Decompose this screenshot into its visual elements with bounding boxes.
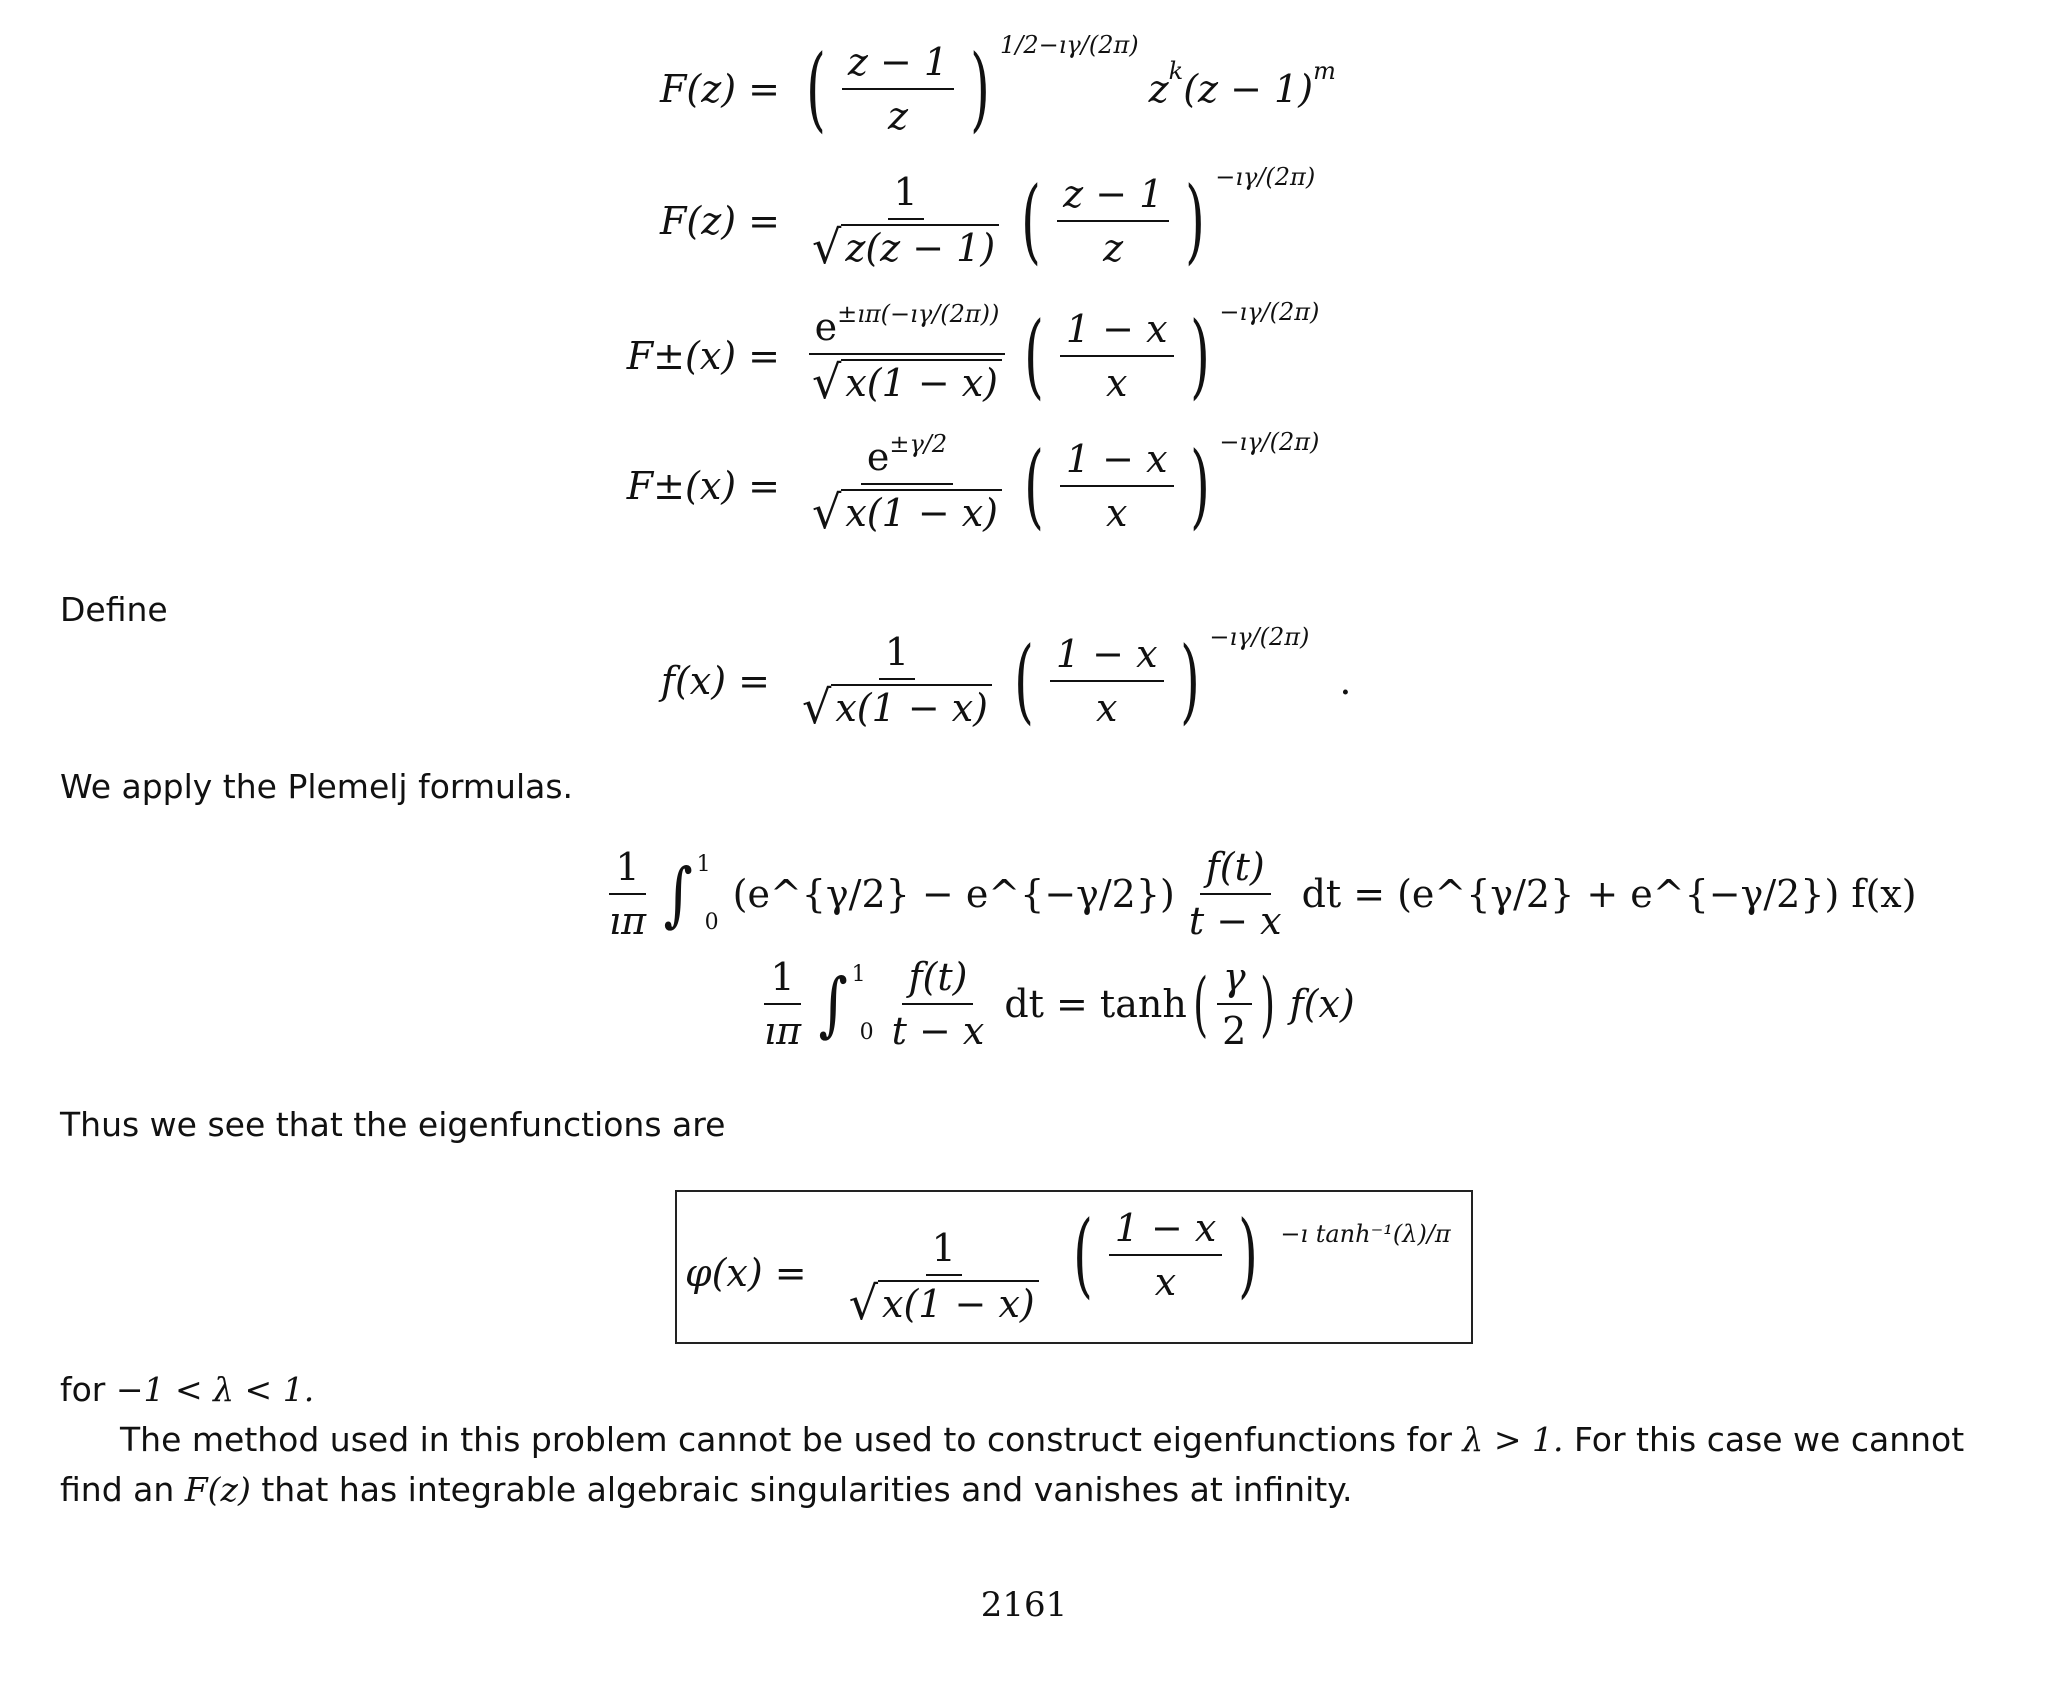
eq1-den: z [887,94,909,138]
eq6-cnum: 1 [609,845,645,895]
final-paragraph-line-1 [60,1415,2000,1465]
integral-icon: ∫ [818,963,848,1045]
plemelj-text: We apply the Plemelj formulas. [60,767,574,806]
eq2-exponent: −ıγ/(2π) [1215,163,1316,191]
eq3-exponent: −ıγ/(2π) [1219,298,1320,326]
equation-3: F±(x) = $e^{\pm ı\pi(-ı\gamma/(2\pi))}$ √ x(1 − x) ( $\frac{1 - x}{x}$ ) −ıγ/(2π) [620,305,1319,407]
eq3-num-exp: ±ıπ(−ıγ/(2π)) [837,300,1000,328]
eq7-dt: dt = tanh [1004,982,1187,1026]
eq7-rhs: f(x) [1289,982,1355,1026]
eq5-pnum: 1 − x [1050,632,1164,682]
eq4-num-exp: ±γ/2 [889,430,948,458]
equation-5: f(x) = 1 √ x(1 − x) ( $\frac{1 - x}{x}$ ) −ıγ/(2π) . [610,630,1352,732]
boxed-eigenfunction: φ(x) = 1 √ x(1 − x) ( $\frac{1 - x}{x}$ ) $^{-ı tanh^{-1}(\lambda)/\pi}$ [675,1190,1473,1344]
eq2-den: z(z − 1) [841,224,999,270]
eq7-fden: t − x [891,1009,985,1053]
eq1-tail-z: z [1148,67,1169,111]
integral-icon: ∫ [663,853,693,935]
equation-1 [620,31,1336,142]
eq7-cnum: 1 [764,955,800,1005]
eq6-fnum: f(t) [1200,845,1271,895]
para-1-expr: λ > 1. [1462,1420,1564,1459]
eq2-num: 1 [888,170,924,220]
page-number: 2161 [980,1585,1068,1625]
eq6-mid: (e^{γ/2} − e^{−γ/2}) [732,872,1175,916]
final-paragraph-line-2 [60,1465,2000,1515]
eq8-num: 1 [926,1226,962,1276]
eq5-num: 1 [879,630,915,680]
eq1-tail-rest: (z − 1) [1183,67,1314,111]
eq1-tail-k: k [1168,57,1184,85]
eq4-pnum: 1 − x [1060,437,1174,487]
range-expr: −1 < λ < 1. [115,1370,315,1409]
eq1-tail-m: m [1313,57,1336,85]
equation-7: $\frac{1}{ı\pi}$ ∫ 1 0 $\frac{f(t)}{t - x}$ dt = tanh ( $\frac{\gamma}{2}$ ) f(x) [750,955,1355,1053]
eq3-lhs: F±(x) = [626,334,780,378]
eq6-lower: 0 [704,909,719,935]
eq3-den: x(1 − x) [841,359,1002,405]
eq8-den: x(1 − x) [878,1280,1039,1326]
equation-4: F±(x) = $e^{\pm\gamma/2}$ √ x(1 − x) ( $\frac{1 - x}{x}$ ) −ıγ/(2π) [620,435,1319,537]
eq2-pnum: z − 1 [1057,172,1169,222]
eq5-exponent: −ıγ/(2π) [1209,623,1310,651]
eq1-num: z − 1 [842,40,954,90]
eq2-lhs: F(z) = [660,199,780,243]
eq1-exponent: 1/2−ıγ/(2π) [1000,31,1139,59]
eq8-pden: x [1154,1260,1177,1304]
eq7-gden: 2 [1222,1009,1247,1053]
para-2-expr: F(z) [184,1470,251,1509]
eq3-pden: x [1105,361,1128,405]
equation-6 [595,845,1917,943]
eq5-den: x(1 − x) [831,684,992,730]
define-text: Define [60,590,168,629]
eq6-dt: dt = [1301,872,1386,916]
eq4-num-e: e [866,435,890,479]
eq1-lhs: F(z) = [660,67,780,111]
eq4-pden: x [1105,491,1128,535]
eq1-paren: ( $\frac{z - 1}{z}$ ) [806,35,990,142]
eq8-exponent: −ı tanh⁻¹(λ)/π [1280,1220,1451,1248]
para-1b: For this case we cannot [1573,1420,1965,1459]
eq4-lhs: F±(x) = [626,464,780,508]
eq7-lower: 0 [859,1019,874,1045]
eq7-fnum: f(t) [902,955,973,1005]
eq7-gnum: γ [1217,955,1252,1005]
eq6-cden: ıπ [609,899,647,943]
eq4-exponent: −ıγ/(2π) [1219,428,1320,456]
range-line [60,1365,2000,1415]
para-2b: that has integrable algebraic singularities and vanishes at infinity. [261,1470,1353,1509]
eq7-cden: ıπ [764,1009,802,1053]
equation-2: F(z) = 1 √ z(z − 1) ( $\frac{z - 1}{z}$ ) −ıγ/(2π) [620,170,1315,272]
eq5-lhs: f(x) = [660,659,770,703]
eq2-pden: z [1103,226,1124,270]
eq6-fden: t − x [1188,899,1282,943]
eq3-num-e: e [814,305,838,349]
eq6-rhs: (e^{γ/2} + e^{−γ/2}) f(x) [1397,872,1917,916]
range-for: for [60,1370,106,1409]
eq4-den: x(1 − x) [841,489,1002,535]
eq7-upper: 1 [851,961,866,987]
eq3-pnum: 1 − x [1060,307,1174,357]
para-1: The method used in this problem cannot be used to construct eigenfunctions for [120,1420,1452,1459]
eq5-pden: x [1095,686,1118,730]
para-2a: find an [60,1470,175,1509]
thus-text: Thus we see that the eigenfunctions are [60,1105,726,1144]
eq5-period: . [1339,659,1352,703]
eq6-upper: 1 [696,851,711,877]
eq8-pnum: 1 − x [1109,1206,1223,1256]
eq8-lhs: φ(x) = [685,1251,807,1295]
